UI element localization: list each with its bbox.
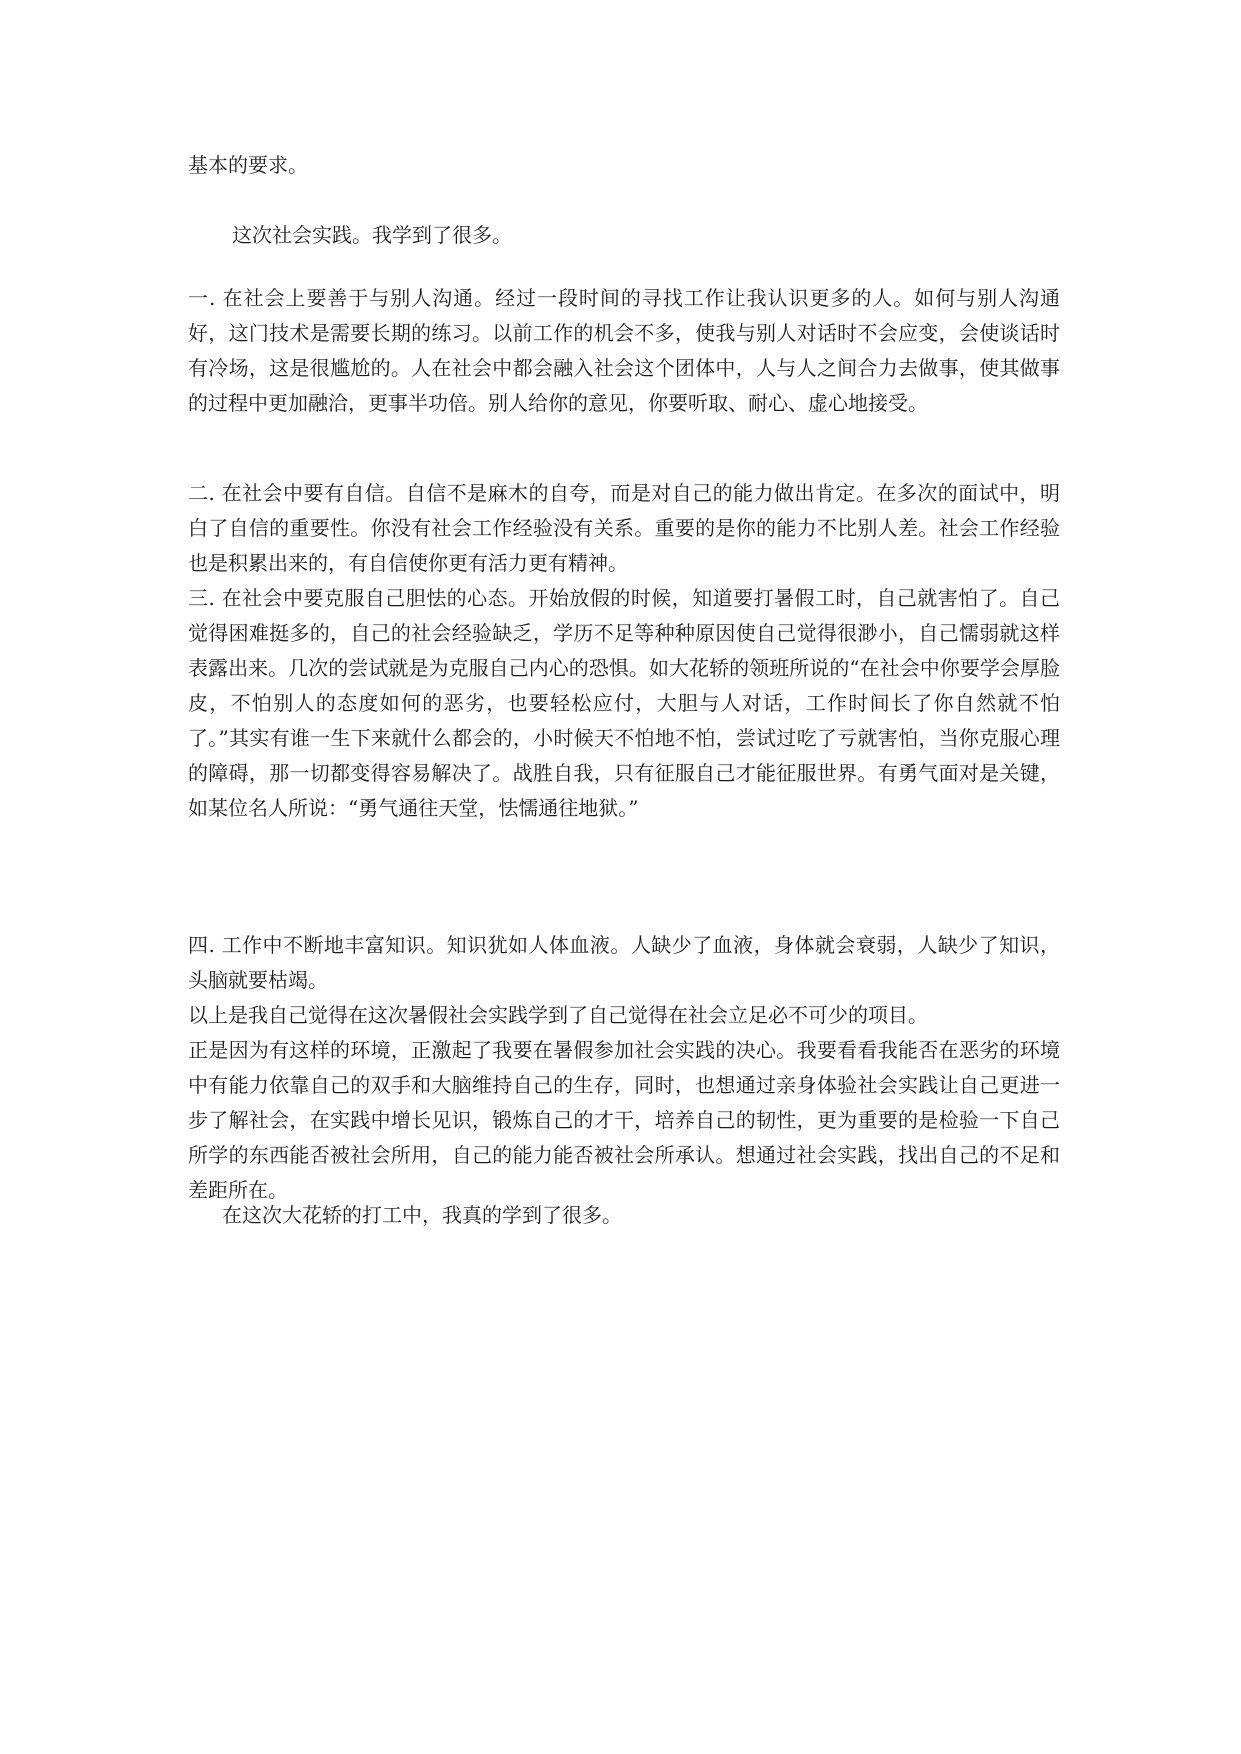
- summary-paragraph: 以上是我自己觉得在这次暑假社会实践学到了自己觉得在社会立足必不可少的项目。: [188, 1003, 928, 1027]
- motivation-paragraph: 正是因为有这样的环境，正激起了我要在暑假参加社会实践的决心。我要看看我能否在恶劣的环境中有能力依靠自己的双手和大脑维持自己的生存，同时，也想通过亲身体验社会实践让自己更进一步了解社会，在实践中增长见识，锻炼自己的才干，培养自己的韧性，更为重要的是检验一下自己所学的东西能否被社会所用，自己的能力能否被社会所承认。想通过社会实践，找出自己的不足和差距所在。: [188, 1038, 1060, 1202]
- opening-fragment: 基本的要求。: [188, 153, 308, 177]
- point-3-paragraph: 三. 在社会中要克服自己胆怯的心态。开始放假的时候，知道要打暑假工时，自己就害怕了。自己觉得困难挺多的，自己的社会经验缺乏，学历不足等种种原因使自己觉得很渺小，自己懦弱就这样表露出来。几次的尝试就是为克服自己内心的恐惧。如大花轿的领班所说的“在社会中你要学会厚脸皮，不怕别人的态度如何的恶劣，也要轻松应付，大胆与人对话，工作时间长了你自然就不怕了。”其实有谁一生下来就什么都会的，小时候天不怕地不怕，尝试过吃了亏就害怕，当你克服心理的障碍，那一切都变得容易解决了。战胜自我，只有征服自己才能征服世界。有勇气面对是关键，如某位名人所说：“勇气通往天堂，怯懦通往地狱。”: [188, 586, 1060, 820]
- point-2-paragraph: 二. 在社会中要有自信。自信不是麻木的自夸，而是对自己的能力做出肯定。在多次的面试中，明白了自信的重要性。你没有社会工作经验没有关系。重要的是你的能力不比别人差。社会工作经验也是积累出来的，有自信使你更有活力更有精神。: [188, 481, 1060, 575]
- point-4-paragraph: 四. 工作中不断地丰富知识。知识犹如人体血液。人缺少了血液，身体就会衰弱，人缺少了知识，头脑就要枯竭。: [188, 933, 1060, 992]
- closing-paragraph: 在这次大花轿的打工中，我真的学到了很多。: [222, 1203, 622, 1227]
- point-1-paragraph: 一. 在社会上要善于与别人沟通。经过一段时间的寻找工作让我认识更多的人。如何与别人沟通好，这门技术是需要长期的练习。以前工作的机会不多，使我与别人对话时不会应变，会使谈话时有冷场，这是很尴尬的。人在社会中都会融入社会这个团体中，人与人之间合力去做事，使其做事的过程中更加融洽，更事半功倍。别人给你的意见，你要听取、耐心、虚心地接受。: [188, 286, 1060, 415]
- lesson-intro-paragraph: 这次社会实践。我学到了很多。: [232, 223, 512, 247]
